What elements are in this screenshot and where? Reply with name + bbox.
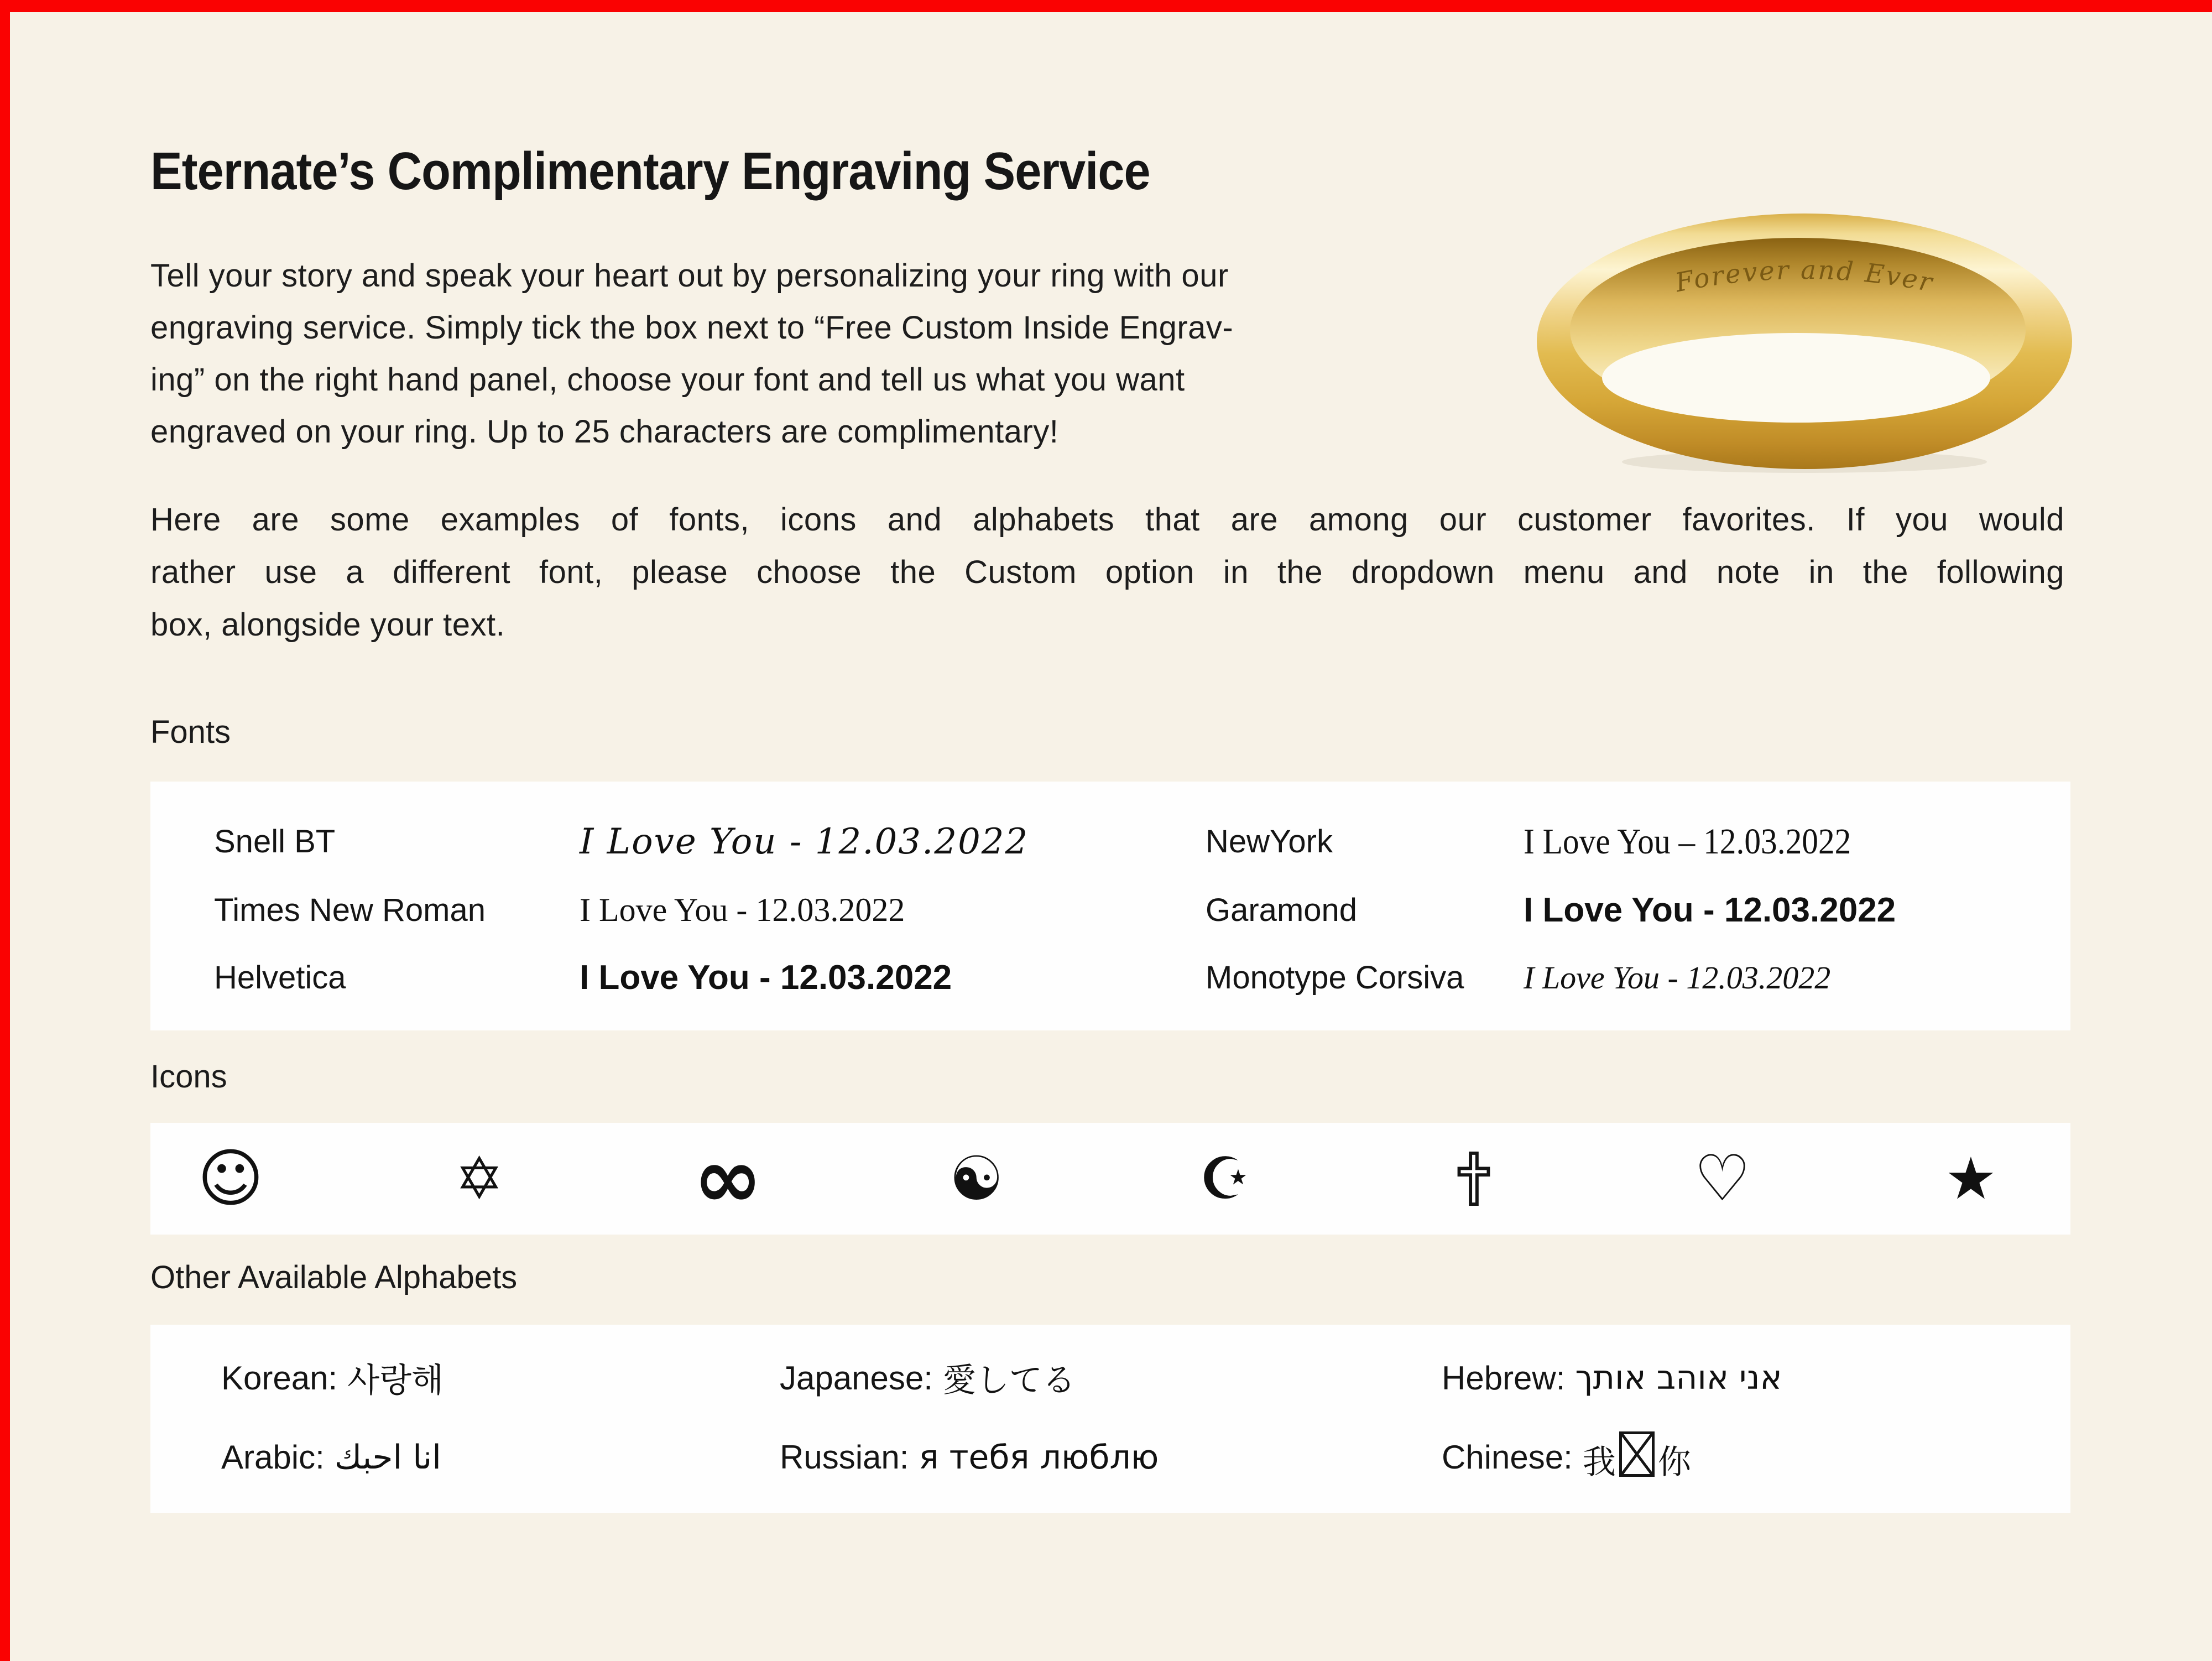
icons-row bbox=[150, 1123, 2070, 1235]
top-accent-bar bbox=[0, 0, 2212, 12]
alphabet-language: Hebrew: bbox=[1442, 1359, 1566, 1397]
chinese-char: 你 bbox=[1657, 1443, 1691, 1482]
ring-opening bbox=[1602, 333, 1990, 423]
alphabet-language: Korean: bbox=[221, 1359, 338, 1397]
font-name: Helvetica bbox=[214, 959, 346, 996]
alphabet-item bbox=[780, 1438, 1442, 1477]
star-of-david-icon: ✡ bbox=[455, 1144, 504, 1212]
font-sample: I Love You - 12.03.2022 bbox=[580, 958, 952, 997]
intro-line: Tell your story and speak your heart out by personalizing your ring with our bbox=[150, 258, 1229, 294]
alphabet-text: אני אוהב אותך bbox=[1575, 1358, 1782, 1398]
alphabet-row bbox=[150, 1431, 2070, 1483]
alphabet-item bbox=[780, 1354, 1442, 1402]
alphabet-language: Russian: bbox=[780, 1439, 909, 1476]
alphabets-table bbox=[150, 1325, 2070, 1513]
page-title: Eternate’s Complimentary Engraving Service bbox=[150, 142, 1150, 201]
alphabet-text bbox=[1583, 1431, 1691, 1483]
fonts-section-label: Fonts bbox=[150, 714, 231, 750]
alphabet-text: انا احبك bbox=[334, 1438, 441, 1477]
examples-note bbox=[150, 493, 2064, 651]
font-name: Monotype Corsiva bbox=[1206, 959, 1464, 996]
intro-line: engraving service. Simply tick the box next to “Free Custom Inside Engrav- bbox=[150, 310, 1234, 346]
alphabet-language: Japanese: bbox=[780, 1359, 933, 1397]
alphabet-item bbox=[150, 1354, 780, 1402]
smiley-icon: ☺ bbox=[197, 1141, 264, 1216]
alphabet-language: Chinese: bbox=[1442, 1439, 1573, 1476]
alphabet-text: 愛してる bbox=[942, 1361, 1076, 1400]
font-sample: I Love You - 12.03.2022 bbox=[580, 821, 1029, 862]
alphabet-item bbox=[150, 1438, 780, 1477]
intro-paragraph bbox=[150, 250, 1533, 458]
note-line: Here are some examples of fonts, icons and alphabets that are among our customer favorites. If you would bbox=[150, 502, 2064, 538]
cross-icon bbox=[1435, 1152, 1512, 1206]
alphabet-text: я тебя люблю bbox=[919, 1438, 1159, 1477]
heart-icon: ♡ bbox=[1693, 1141, 1751, 1216]
ring-image bbox=[1532, 213, 2077, 476]
intro-line: ing” on the right hand panel, choose your font and tell us what you want bbox=[150, 362, 1185, 398]
alphabet-language: Arabic: bbox=[221, 1439, 325, 1476]
star-and-crescent-icon: ☪ bbox=[1199, 1144, 1251, 1212]
star-icon: ★ bbox=[1944, 1144, 1997, 1212]
note-line: box, alongside your text. bbox=[150, 607, 505, 643]
font-name: Times New Roman bbox=[214, 892, 486, 928]
font-sample: I Love You - 12.03.2022 bbox=[1524, 959, 1831, 996]
alphabet-item bbox=[1442, 1431, 2070, 1483]
font-name: Garamond bbox=[1206, 892, 1358, 928]
font-sample: I Love You - 12.03.2022 bbox=[1524, 891, 1896, 929]
fonts-table bbox=[150, 782, 2070, 1030]
engraving-text: Forever and Ever bbox=[1673, 254, 1937, 299]
alphabet-item bbox=[1442, 1358, 2070, 1397]
font-sample: I Love You – 12.03.2022 bbox=[1524, 821, 1851, 862]
alphabets-section-label: Other Available Alphabets bbox=[150, 1259, 518, 1295]
yin-yang-icon: ☯ bbox=[949, 1143, 1004, 1214]
infinity-icon: ∞ bbox=[693, 1131, 763, 1227]
font-sample: I Love You - 12.03.2022 bbox=[580, 892, 905, 928]
note-line: rather use a different font, please choose the Custom option in the dropdown menu and note in the following bbox=[150, 554, 2064, 590]
font-row bbox=[150, 891, 2070, 930]
font-row bbox=[150, 958, 2070, 997]
icons-section-label: Icons bbox=[150, 1059, 227, 1095]
intro-line: engraved on your ring. Up to 25 characters are complimentary! bbox=[150, 414, 1059, 450]
font-row bbox=[150, 821, 2070, 863]
left-accent-bar bbox=[0, 0, 10, 1661]
alphabet-text: 사랑해 bbox=[347, 1361, 444, 1400]
missing-glyph-box bbox=[1619, 1431, 1655, 1477]
font-name: Snell BT bbox=[214, 824, 336, 860]
chinese-char: 我 bbox=[1582, 1443, 1616, 1482]
font-name: NewYork bbox=[1206, 824, 1333, 860]
alphabet-row bbox=[150, 1354, 2070, 1402]
